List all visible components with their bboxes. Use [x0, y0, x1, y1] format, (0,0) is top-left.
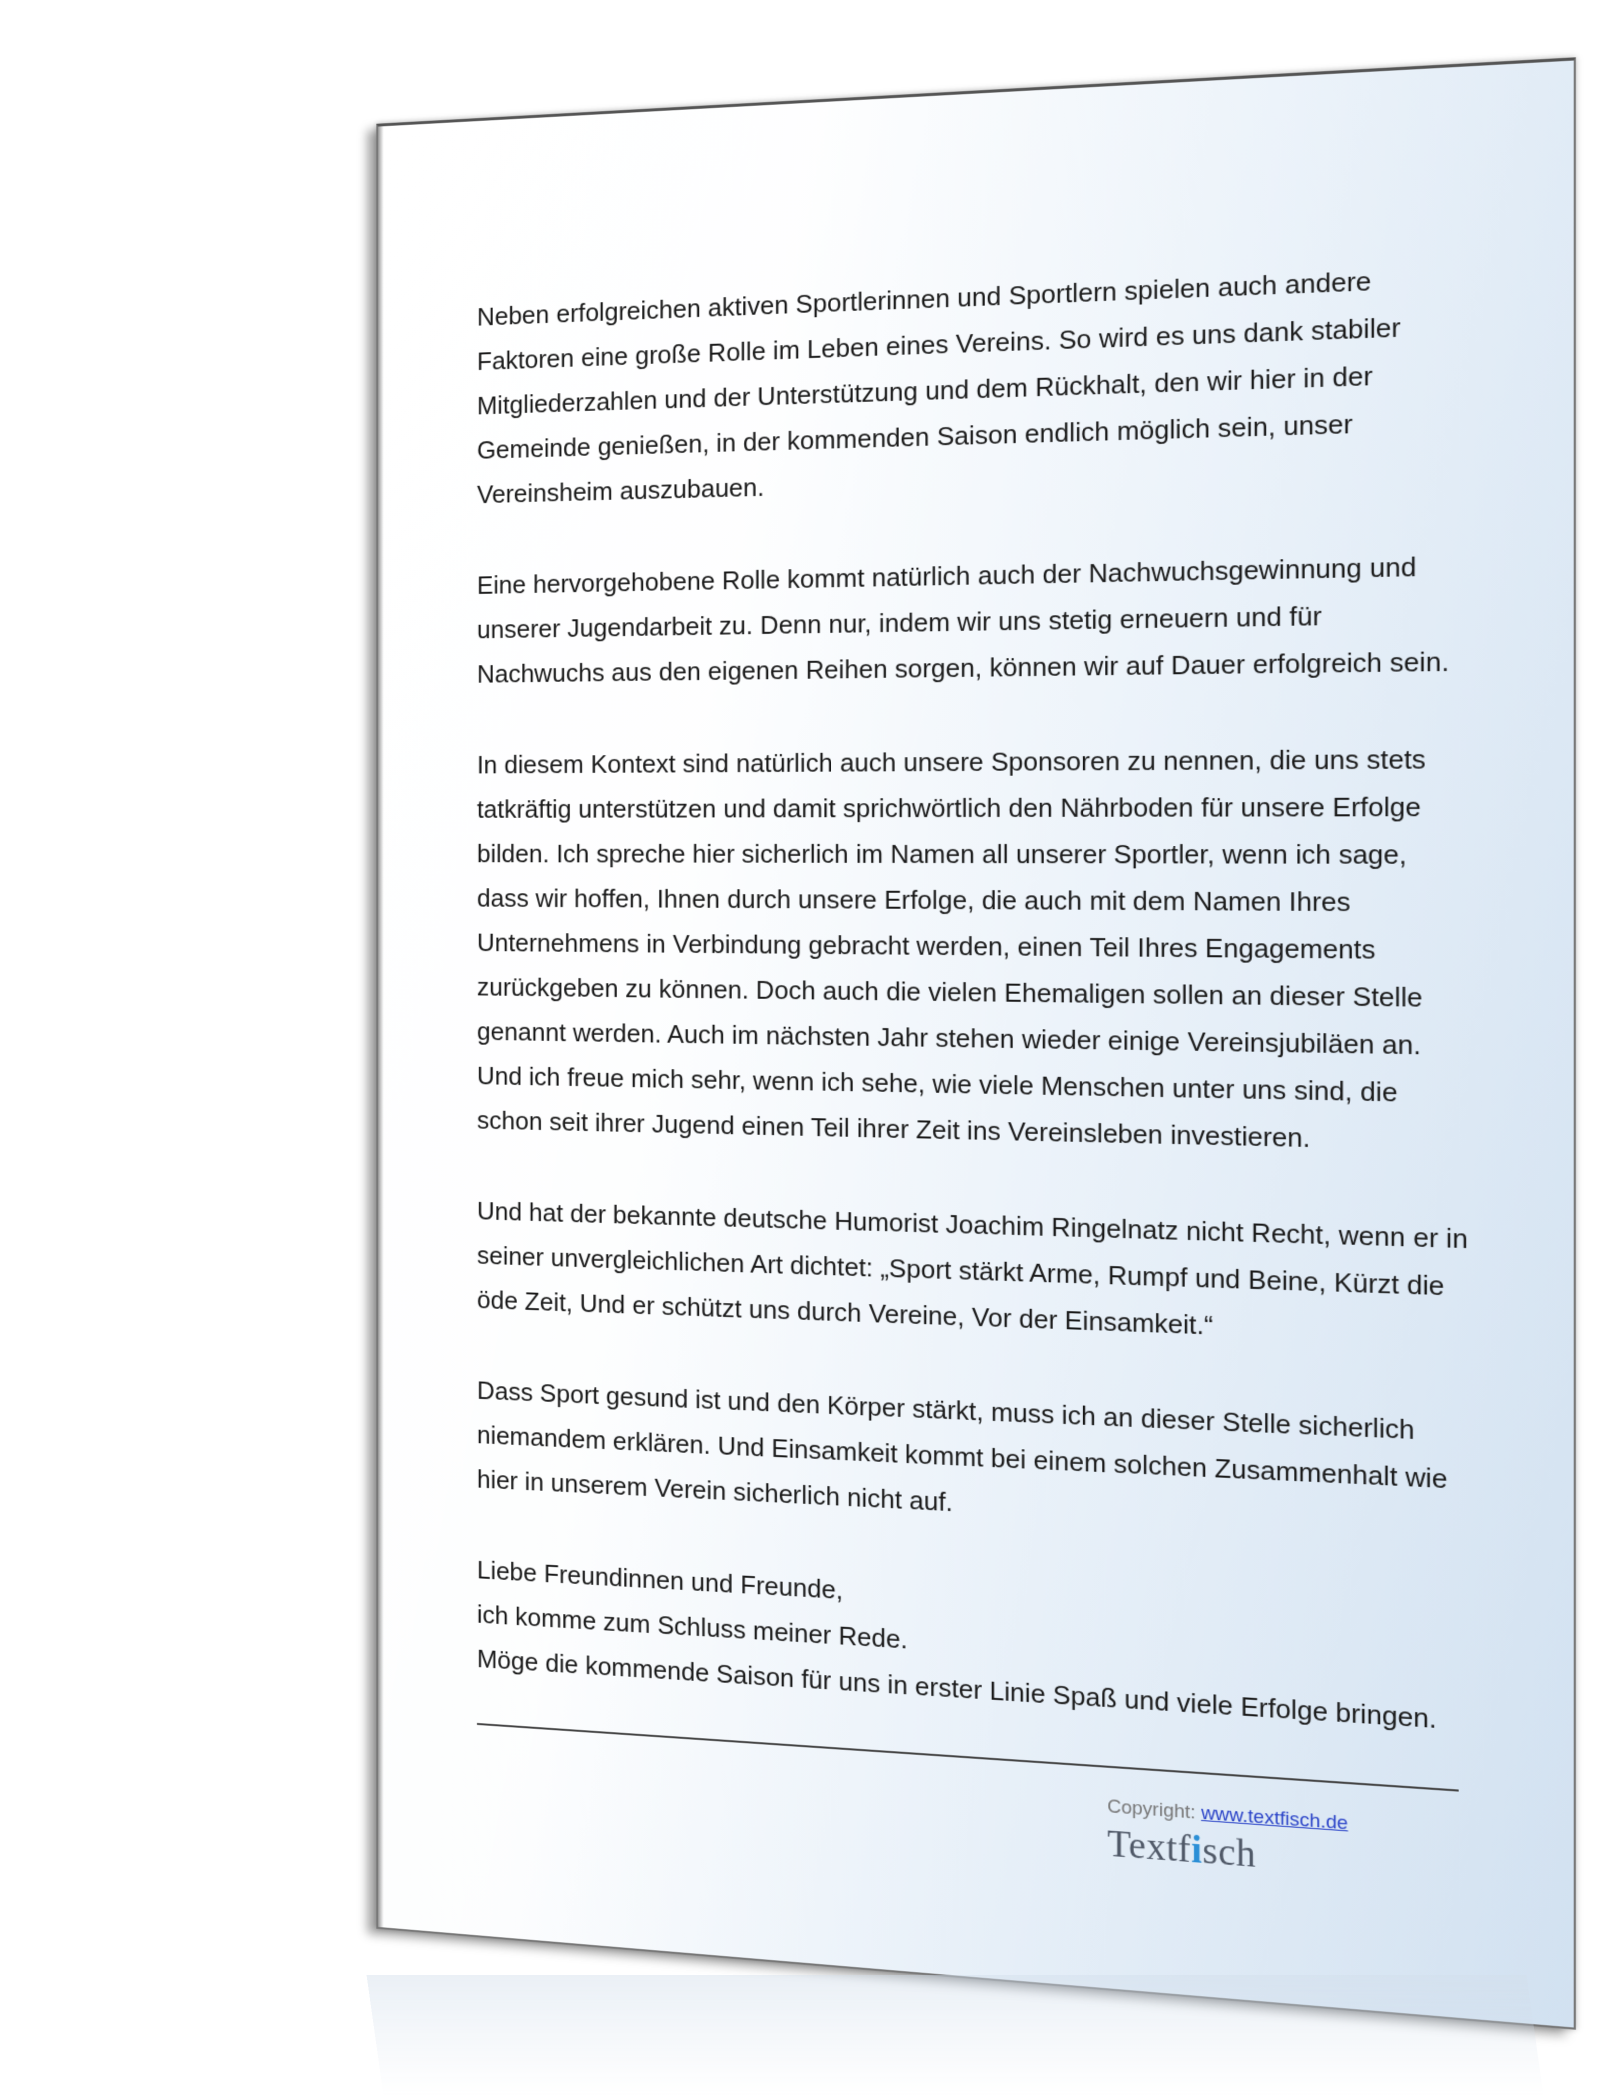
closing-line: Möge die kommende Saison für uns in erster Linie Spaß und viele Erfolge bringen. — [476, 1643, 1437, 1735]
textfisch-logo — [1107, 1821, 1256, 1877]
copyright-label: Copyright: — [1107, 1796, 1196, 1824]
paragraph: Neben erfolgreichen aktiven Sportlerinnen und Sportlern spielen auch andere Faktoren eine große Rolle im Leben eines Vereins. So wird es uns dank stabiler Mitgliederzahlen und der Unterstützung und dem Rückhalt, den wir hier in der Gemeinde genießen, in der kommenden Saison endlich möglich sein, unser Vereinsheim auszubauen. — [476, 265, 1401, 510]
paragraph: Und hat der bekannte deutsche Humorist Joachim Ringelnatz nicht Recht, wenn er in seiner unvergleichlichen Art dichtet: „Sport stärkt Arme, Rumpf und Beine, Kürzt die öde Zeit, Und er schützt uns durch Vereine, Vor der Einsamkeit.“ — [476, 1196, 1468, 1341]
page-reflection — [367, 1975, 1544, 2095]
copyright-link[interactable]: www.textfisch.de — [1201, 1802, 1349, 1835]
closing-paragraph — [477, 1547, 1469, 1744]
paragraph: Eine hervorgehobene Rolle kommt natürlich auch der Nachwuchsgewinnung und unserer Jugendarbeit zu. Denn nur, indem wir uns stetig erneuern und für Nachwuchs aus den eigenen Reihen sorgen, können wir auf Dauer erfolgreich sein. — [476, 551, 1450, 689]
logo-text-suffix: sch — [1202, 1829, 1257, 1877]
speech-body — [477, 253, 1469, 1744]
fish-icon: i — [1191, 1828, 1203, 1872]
document-page — [376, 57, 1576, 2030]
closing-line: Liebe Freundinnen und Freunde, — [476, 1555, 843, 1605]
paragraph: Dass Sport gesund ist und den Körper stärkt, muss ich an dieser Stelle sicherlich niemandem erklären. Und Einsamkeit kommt bei einem solchen Zusammenhalt wie hier in unserem Verein sicherlich nicht auf. — [476, 1375, 1448, 1518]
closing-line: ich komme zum Schluss meiner Rede. — [476, 1599, 908, 1655]
logo-text-prefix: Textf — [1107, 1822, 1192, 1872]
paragraph: In diesem Kontext sind natürlich auch unsere Sponsoren zu nennen, die uns stets tatkräftig unterstützen und damit sprichwörtlich den Nährboden für unsere Erfolge bilden. Ich spreche hier sicherlich im Namen all unserer Sportler, wenn ich sage, dass wir hoffen, Ihnen durch unsere Erfolge, die auch mit dem Namen Ihres Unternehmens in Verbindung gebracht werden, einen Teil Ihres Engagements zurückgeben zu können. Doch auch die vielen Ehemaligen sollen an dieser Stelle genannt werden. Auch im nächsten Jahr stehen wieder einige Vereinsjubiläen an. Und ich freue mich sehr, wenn ich sehe, wie viele Menschen unter uns sind, die schon seit ihrer Jugend einen Teil ihrer Zeit ins Vereinsleben investieren. — [476, 743, 1426, 1154]
